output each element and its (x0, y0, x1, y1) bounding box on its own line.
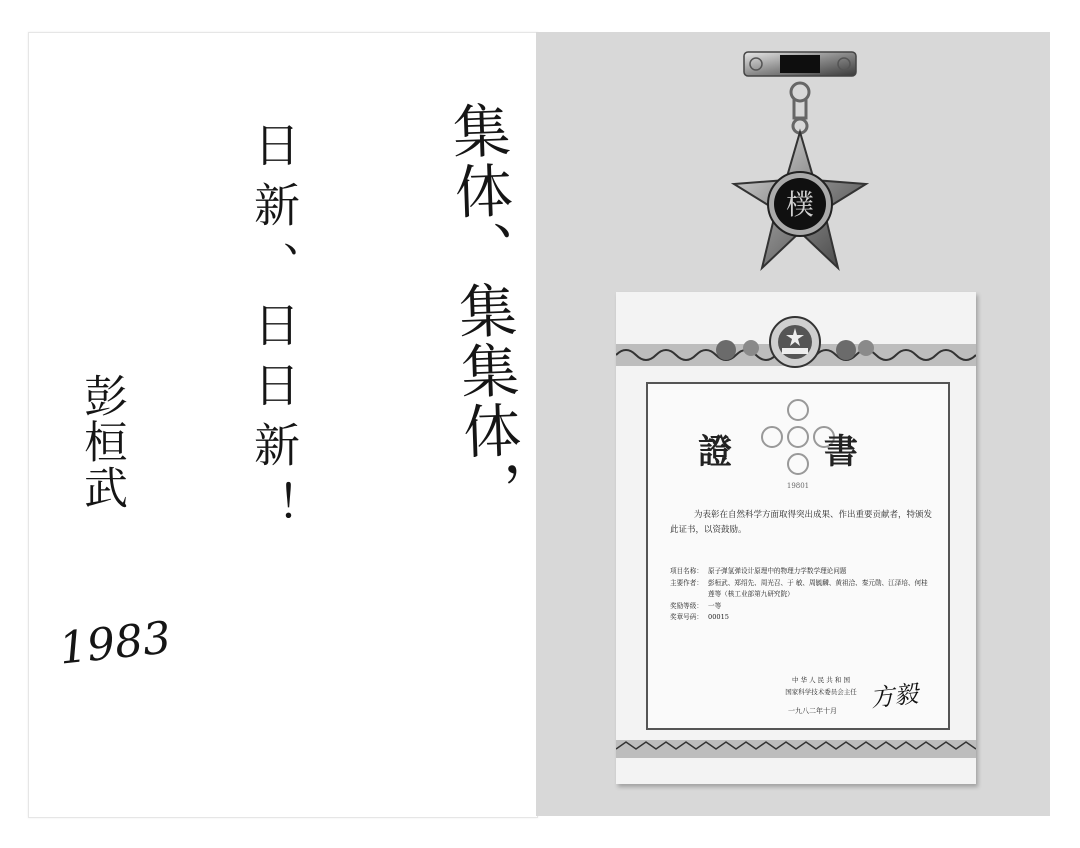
certificate-fields (670, 566, 934, 624)
issuer-country: 中 华 人 民 共 和 国 (792, 676, 850, 684)
certificate-issuer (766, 674, 876, 698)
certificate-field: 奖励等级： 一等 (670, 601, 722, 610)
certificate-field: 奖章号码： 00015 (670, 613, 729, 621)
signature: 彭桓武 (76, 373, 127, 511)
certificate-number: 19801 (786, 482, 810, 490)
certificate-title: 證 書 (698, 432, 898, 472)
certificate (616, 292, 976, 784)
certificate-bottom-border (616, 738, 976, 760)
medal-bar-ribbon (780, 55, 820, 73)
issuer-org: 国家科学技术委员会主任 (785, 688, 857, 696)
certificate-frame (646, 382, 950, 730)
certificate-intro: 为表彰在自然科学方面取得突出成果、作出重要贡献者，特颁发此证书，以资鼓励。 (670, 510, 933, 535)
calligraphy-column-1: 集体、集集体， (441, 99, 525, 523)
calligraphy-column-2: 日新、日日新！ (247, 121, 301, 541)
certificate-field: 主要作者： 彭桓武、郑绍先、周光召、于 敏、周毓麟、黄祖洽、秦元勋、江泽培、何桂莲等（核工业部第九研究院） (670, 578, 928, 598)
national-emblem (768, 314, 822, 372)
certificate-field: 项目名称： 原子弹氢弹设计原理中的物理力学数学理论问题 (670, 567, 847, 575)
certificate-signature: 方毅 (868, 679, 920, 713)
medal-emblem-glyph: 樸 (785, 188, 815, 221)
star-medal (728, 40, 878, 280)
calligraphy-panel (28, 32, 538, 818)
certificate-date: 一九八二年十月 (788, 707, 837, 715)
signature-year: 1983 (56, 612, 174, 675)
